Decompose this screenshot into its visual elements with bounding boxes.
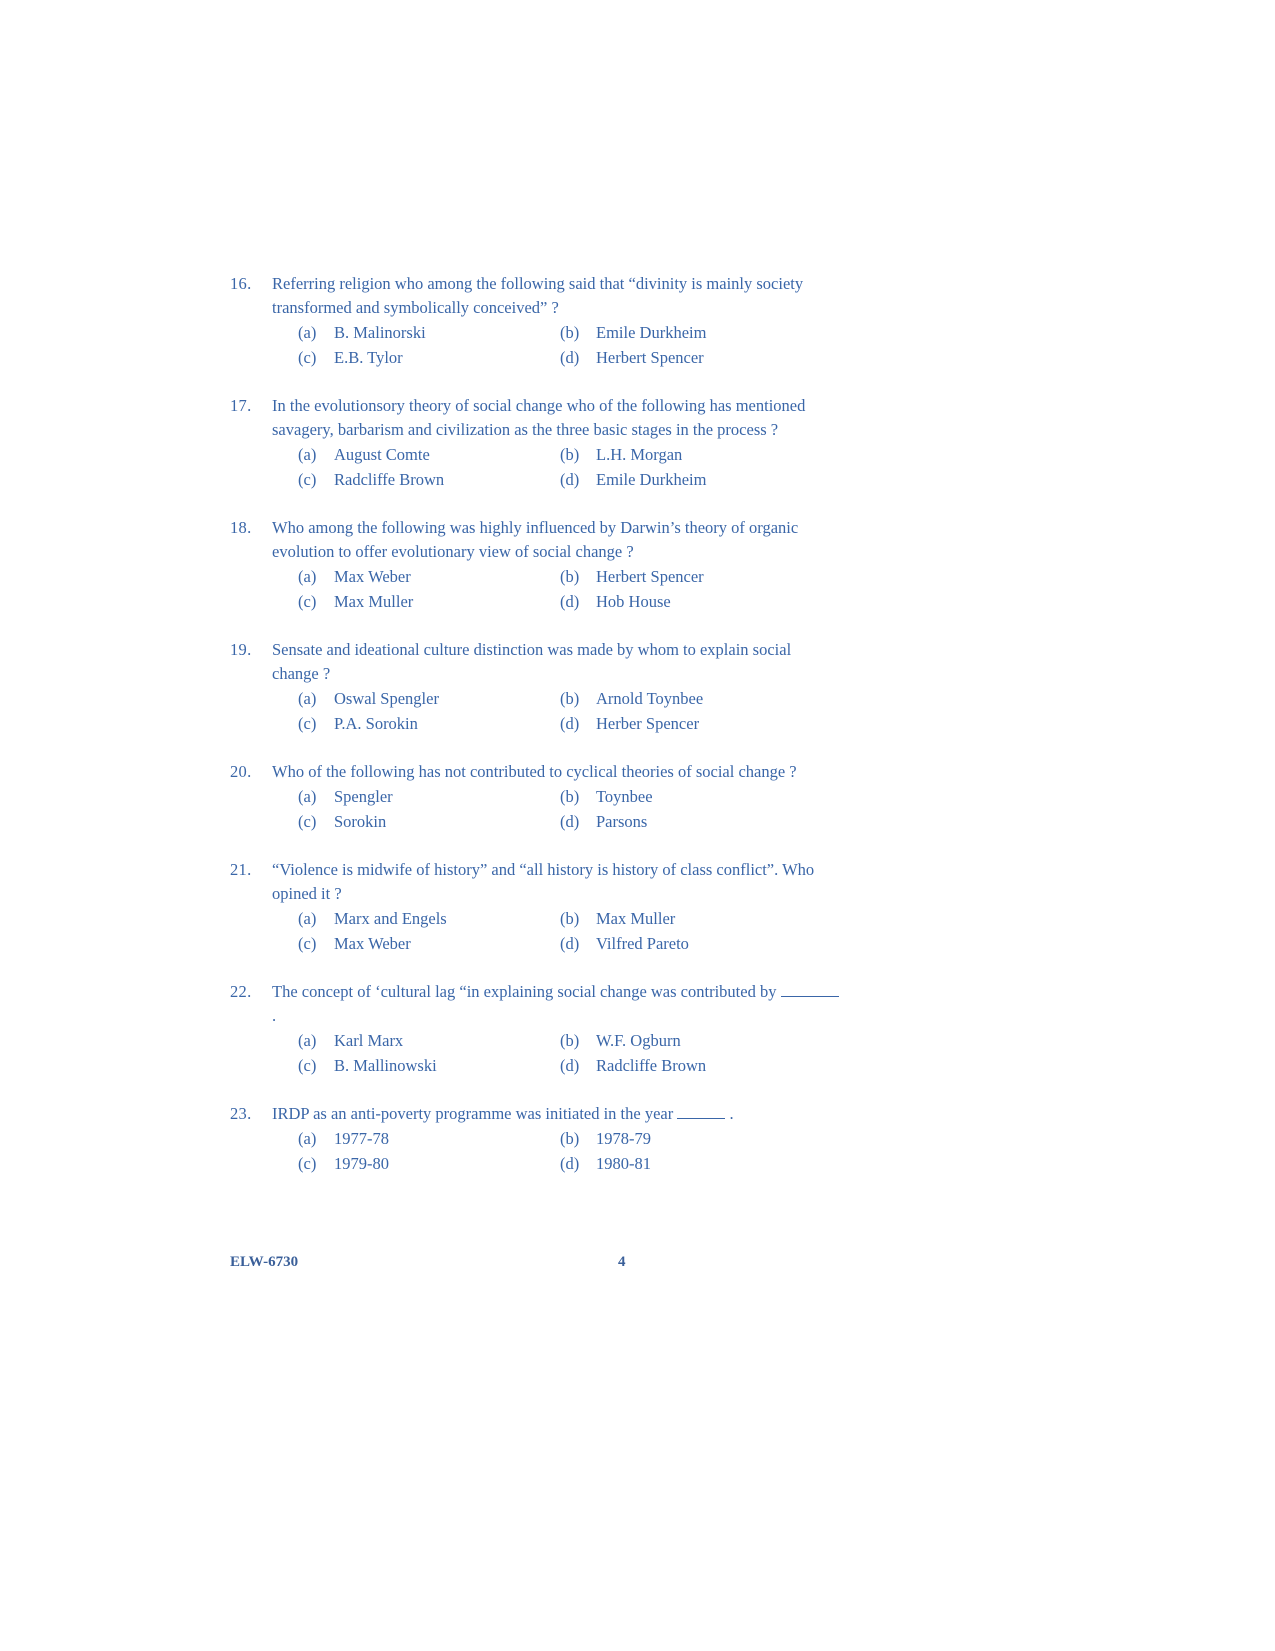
question-block bbox=[230, 516, 840, 614]
option-key: (b) bbox=[560, 909, 580, 928]
option-item bbox=[298, 785, 560, 810]
option-key: (c) bbox=[298, 1153, 317, 1173]
option-value: B. Malinorski bbox=[334, 323, 426, 342]
option-item bbox=[560, 346, 820, 371]
option-value: 1980-81 bbox=[596, 1153, 651, 1173]
question-number: 23. bbox=[230, 1104, 252, 1123]
options-grid bbox=[298, 687, 840, 736]
question-text-content: The concept of ‘cultural lag “in explaining social change was contributed by bbox=[272, 982, 777, 1001]
question-block bbox=[230, 638, 840, 736]
option-value: Sorokin bbox=[334, 811, 387, 831]
question-row bbox=[230, 858, 840, 906]
question-text bbox=[272, 272, 840, 320]
question-number: 17. bbox=[230, 396, 252, 415]
option-key: (d) bbox=[560, 347, 580, 367]
question-text-content: Who of the following has not contributed to cyclical theories of social change ? bbox=[272, 762, 797, 781]
option-item bbox=[298, 712, 560, 737]
option-item bbox=[560, 712, 820, 737]
question-text-content: Referring religion who among the following said that “divinity is mainly society transformed and symbolically conceived” ? bbox=[272, 274, 804, 317]
options-grid bbox=[298, 907, 840, 956]
option-value: Max Muller bbox=[596, 909, 676, 928]
option-value: Herbert Spencer bbox=[596, 567, 704, 586]
question-block bbox=[230, 858, 840, 956]
option-key: (a) bbox=[298, 787, 317, 806]
option-key: (c) bbox=[298, 591, 317, 611]
option-key: (d) bbox=[560, 933, 580, 953]
option-item bbox=[560, 321, 820, 346]
answer-blank bbox=[781, 982, 839, 997]
option-item bbox=[560, 565, 820, 590]
options-grid bbox=[298, 1029, 840, 1078]
option-item bbox=[298, 1054, 560, 1079]
option-key: (b) bbox=[560, 689, 580, 708]
option-item bbox=[560, 687, 820, 712]
question-row bbox=[230, 272, 840, 320]
option-item bbox=[560, 932, 820, 957]
options-grid bbox=[298, 321, 840, 370]
option-value: Radcliffe Brown bbox=[596, 1055, 707, 1075]
option-value: Hob House bbox=[596, 591, 671, 611]
option-item bbox=[560, 1029, 820, 1054]
question-number: 22. bbox=[230, 982, 252, 1001]
option-item bbox=[560, 1127, 820, 1152]
question-text-content: In the evolutionsory theory of social change who of the following has mentioned savagery, barbarism and civilization as the three basic stages in the process ? bbox=[272, 396, 806, 439]
option-item bbox=[560, 468, 820, 493]
option-item bbox=[298, 810, 560, 835]
option-value: W.F. Ogburn bbox=[596, 1031, 681, 1050]
option-item bbox=[298, 565, 560, 590]
option-item bbox=[298, 468, 560, 493]
option-value: Radcliffe Brown bbox=[334, 469, 445, 489]
option-value: Spengler bbox=[334, 787, 393, 806]
question-text bbox=[272, 638, 840, 686]
question-row bbox=[230, 638, 840, 686]
question-row bbox=[230, 760, 840, 784]
options-grid bbox=[298, 1127, 840, 1176]
option-item bbox=[298, 687, 560, 712]
question-text bbox=[272, 760, 840, 784]
option-value: Vilfred Pareto bbox=[596, 933, 689, 953]
option-item bbox=[298, 907, 560, 932]
option-key: (a) bbox=[298, 445, 317, 464]
question-number: 20. bbox=[230, 762, 252, 781]
option-item bbox=[560, 907, 820, 932]
option-key: (d) bbox=[560, 1153, 580, 1173]
option-key: (d) bbox=[560, 1055, 580, 1075]
option-item bbox=[298, 932, 560, 957]
option-key: (c) bbox=[298, 933, 317, 953]
question-block bbox=[230, 1102, 840, 1176]
question-list bbox=[230, 272, 840, 1200]
option-value: Arnold Toynbee bbox=[596, 689, 704, 708]
question-block bbox=[230, 760, 840, 834]
option-item bbox=[298, 1127, 560, 1152]
option-value: 1979-80 bbox=[334, 1153, 389, 1173]
option-key: (c) bbox=[298, 347, 317, 367]
option-value: Herbert Spencer bbox=[596, 347, 704, 367]
question-number: 19. bbox=[230, 640, 252, 659]
options-grid bbox=[298, 443, 840, 492]
option-key: (b) bbox=[560, 567, 580, 586]
option-key: (a) bbox=[298, 567, 317, 586]
question-text-content: IRDP as an anti-poverty programme was initiated in the year bbox=[272, 1104, 674, 1123]
option-item bbox=[560, 785, 820, 810]
question-row bbox=[230, 980, 840, 1028]
option-value: Emile Durkheim bbox=[596, 323, 707, 342]
page-number: 4 bbox=[618, 1254, 626, 1270]
option-key: (b) bbox=[560, 787, 580, 806]
option-item bbox=[298, 1152, 560, 1177]
option-value: P.A. Sorokin bbox=[334, 713, 418, 733]
option-key: (b) bbox=[560, 445, 580, 464]
option-value: Max Muller bbox=[334, 591, 414, 611]
question-number: 21. bbox=[230, 860, 252, 879]
question-block bbox=[230, 394, 840, 492]
option-item bbox=[298, 443, 560, 468]
option-key: (c) bbox=[298, 1055, 317, 1075]
option-key: (d) bbox=[560, 469, 580, 489]
option-item bbox=[298, 1029, 560, 1054]
question-number: 16. bbox=[230, 274, 252, 293]
question-text: IRDP as an anti-poverty programme was initiated in the year . bbox=[272, 1104, 734, 1123]
question-block bbox=[230, 272, 840, 370]
option-key: (a) bbox=[298, 1129, 317, 1148]
option-item bbox=[298, 346, 560, 371]
option-key: (d) bbox=[560, 713, 580, 733]
option-key: (a) bbox=[298, 323, 317, 342]
question-text bbox=[272, 394, 840, 442]
option-value: Karl Marx bbox=[334, 1031, 404, 1050]
answer-blank bbox=[677, 1104, 725, 1119]
options-grid bbox=[298, 565, 840, 614]
option-key: (d) bbox=[560, 591, 580, 611]
question-text-content: “Violence is midwife of history” and “all history is history of class conflict”. Who opined it ? bbox=[272, 860, 815, 903]
option-key: (c) bbox=[298, 713, 317, 733]
question-row bbox=[230, 516, 840, 564]
question-text-content: Sensate and ideational culture distinction was made by whom to explain social change ? bbox=[272, 640, 792, 683]
option-value: E.B. Tylor bbox=[334, 347, 403, 367]
question-text bbox=[272, 516, 840, 564]
option-value: 1977-78 bbox=[334, 1129, 389, 1148]
option-value: 1978-79 bbox=[596, 1129, 651, 1148]
option-item bbox=[298, 590, 560, 615]
option-key: (d) bbox=[560, 811, 580, 831]
option-value: Marx and Engels bbox=[334, 909, 447, 928]
option-value: August Comte bbox=[334, 445, 430, 464]
options-grid bbox=[298, 785, 840, 834]
question-row bbox=[230, 394, 840, 442]
option-value: Emile Durkheim bbox=[596, 469, 707, 489]
question-text bbox=[272, 858, 840, 906]
option-item bbox=[560, 1152, 820, 1177]
option-value: Parsons bbox=[596, 811, 648, 831]
option-item bbox=[560, 1054, 820, 1079]
option-value: Herber Spencer bbox=[596, 713, 700, 733]
paper-code: ELW-6730 bbox=[230, 1254, 299, 1270]
option-key: (a) bbox=[298, 689, 317, 708]
question-row bbox=[230, 1102, 840, 1126]
question-text-content: Who among the following was highly influenced by Darwin’s theory of organic evolution to offer evolutionary view of social change ? bbox=[272, 518, 799, 561]
option-key: (b) bbox=[560, 1129, 580, 1148]
option-value: Toynbee bbox=[596, 787, 653, 806]
question-number: 18. bbox=[230, 518, 252, 537]
option-key: (a) bbox=[298, 1031, 317, 1050]
option-item bbox=[298, 321, 560, 346]
option-key: (c) bbox=[298, 469, 317, 489]
option-value: B. Mallinowski bbox=[334, 1055, 437, 1075]
option-item bbox=[560, 810, 820, 835]
option-key: (c) bbox=[298, 811, 317, 831]
option-item bbox=[560, 443, 820, 468]
option-value: Max Weber bbox=[334, 567, 411, 586]
question-text: The concept of ‘cultural lag “in explaining social change was contributed by . bbox=[272, 980, 840, 1028]
option-value: Max Weber bbox=[334, 933, 411, 953]
question-block bbox=[230, 980, 840, 1078]
option-value: L.H. Morgan bbox=[596, 445, 683, 464]
option-key: (a) bbox=[298, 909, 317, 928]
option-key: (b) bbox=[560, 1031, 580, 1050]
option-item bbox=[560, 590, 820, 615]
option-key: (b) bbox=[560, 323, 580, 342]
option-value: Oswal Spengler bbox=[334, 689, 439, 708]
